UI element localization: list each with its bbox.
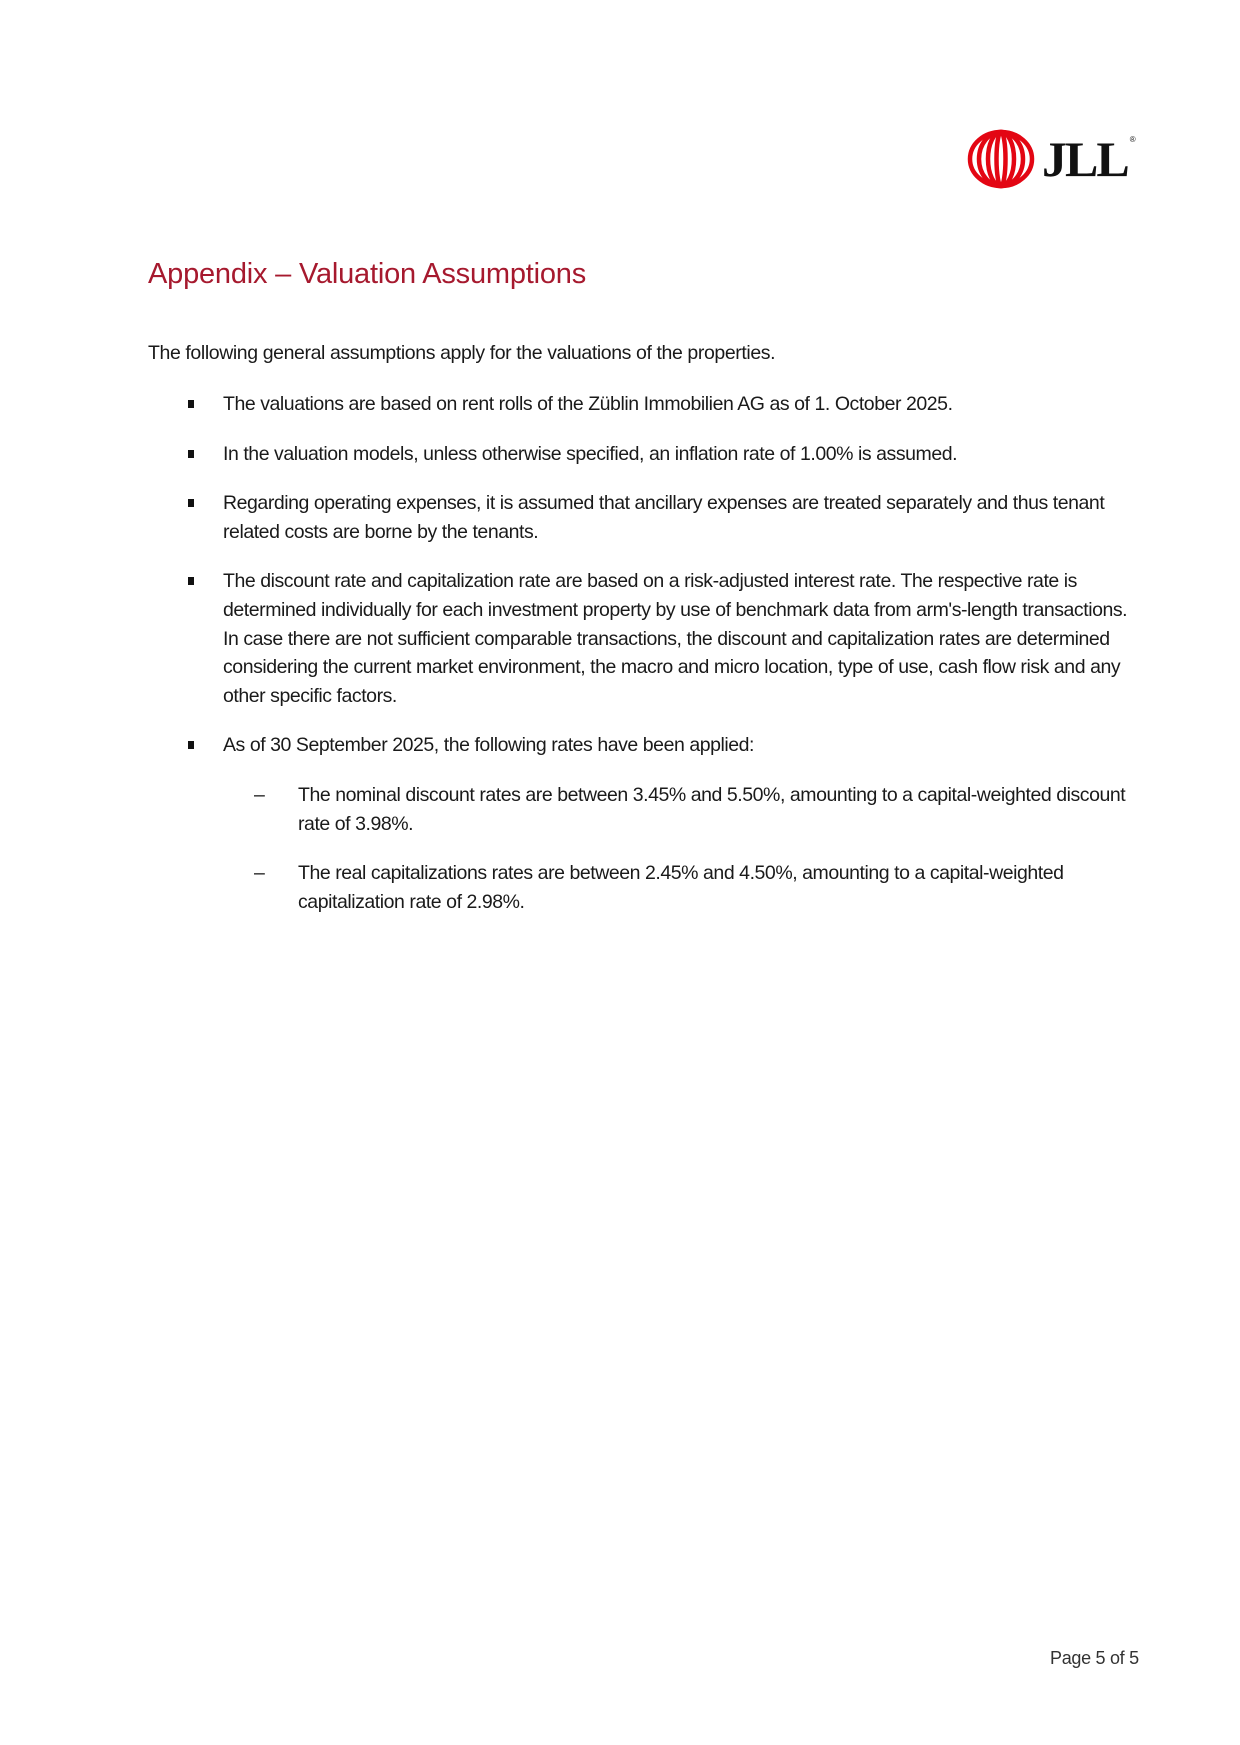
rates-sublist	[223, 781, 1138, 916]
sublist-item-text: The nominal discount rates are between 3.45% and 5.50%, amounting to a capital-weighted discount rate of 3.98%.	[298, 783, 1126, 835]
list-item	[148, 567, 1138, 710]
sublist-item	[223, 859, 1138, 916]
list-item	[148, 390, 1138, 419]
sublist-item	[223, 781, 1138, 838]
assumptions-list	[148, 390, 1138, 937]
list-item-text: The valuations are based on rent rolls of the Züblin Immobilien AG as of 1. October 2025.	[223, 393, 953, 415]
page-title: Appendix – Valuation Assumptions	[148, 258, 587, 290]
square-bullet-icon	[188, 450, 194, 458]
registered-mark: ®	[1129, 135, 1136, 144]
logo-wordmark: JLL ®	[1042, 131, 1136, 187]
list-item-text: As of 30 September 2025, the following rates have been applied:	[223, 734, 755, 757]
list-item	[148, 489, 1138, 546]
sublist-item-text: The real capitalizations rates are between 2.45% and 4.50%, amounting to a capital-weighted capitalization rate of 2.98%.	[298, 862, 1064, 913]
square-bullet-icon	[188, 400, 194, 408]
list-item-text: The discount rate and capitalization rate are based on a risk-adjusted interest rate. The respective rate is determined individually for each investment property by use of benchmark data from arm's-length transactions. In case there are not sufficient comparable transactions, the discount and capitalization rates are determined considering the current market environment, the macro and micro location, type of use, cash flow risk and any other specific factors.	[223, 570, 1128, 707]
list-item-text: Regarding operating expenses, it is assumed that ancillary expenses are treated separately and thus tenant related costs are borne by the tenants.	[223, 492, 1105, 543]
dash-marker-icon: –	[254, 862, 265, 885]
dash-marker-icon: –	[254, 783, 265, 806]
intro-paragraph: The following general assumptions apply for the valuations of the properties.	[148, 342, 776, 364]
square-bullet-icon	[188, 741, 194, 749]
list-item-text: In the valuation models, unless otherwise specified, an inflation rate of 1.00% is assumed.	[223, 442, 958, 465]
page-number: Page 5 of 5	[1050, 1648, 1139, 1668]
list-item	[148, 731, 1138, 916]
square-bullet-icon	[188, 577, 194, 585]
list-item	[148, 440, 1138, 469]
jll-helix-icon	[966, 129, 1036, 189]
square-bullet-icon	[188, 499, 194, 507]
jll-logo	[966, 129, 1136, 189]
